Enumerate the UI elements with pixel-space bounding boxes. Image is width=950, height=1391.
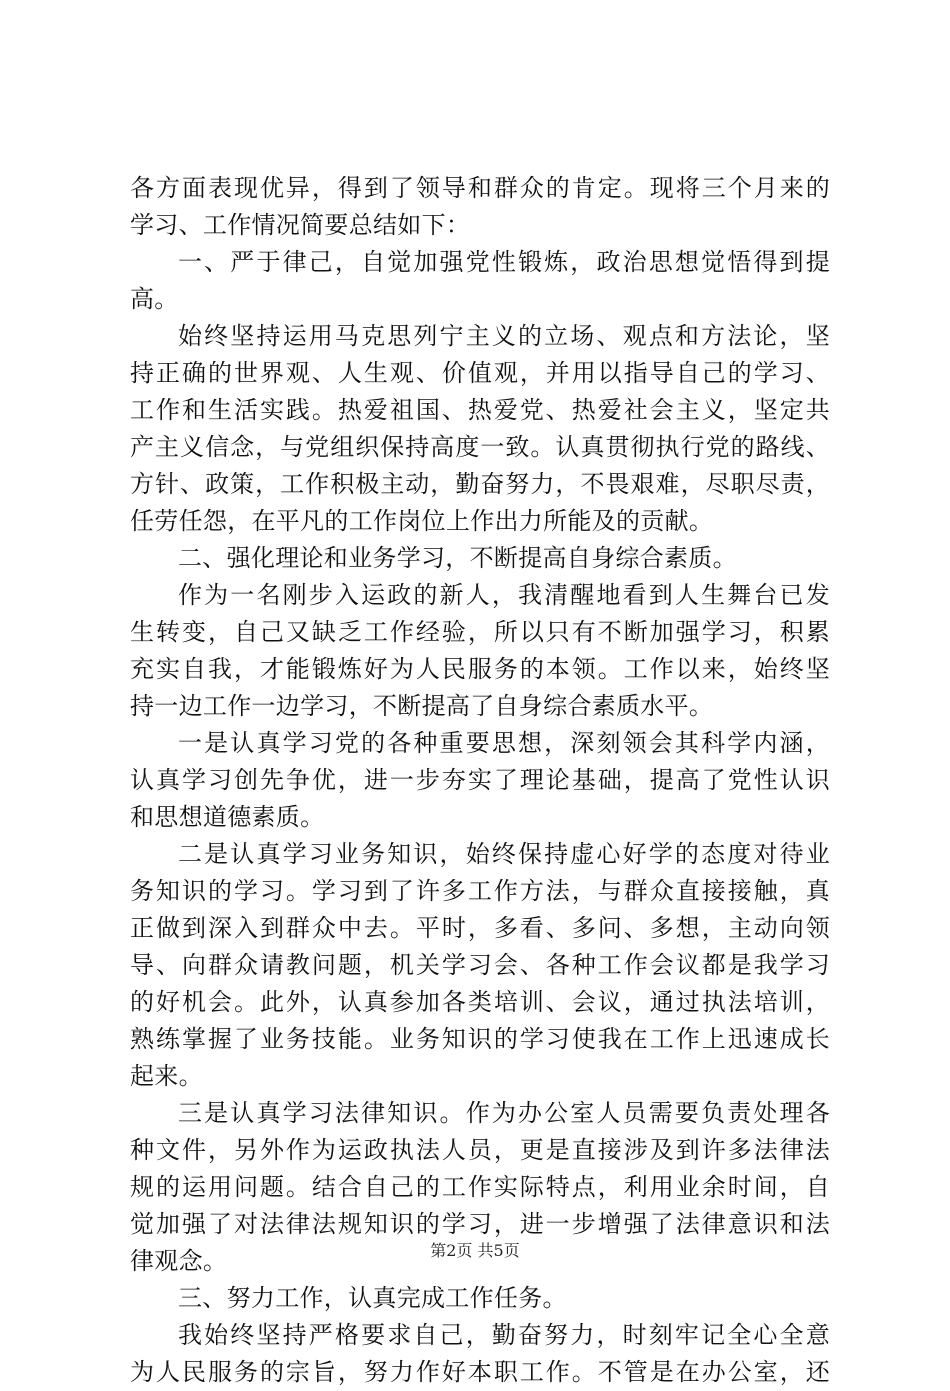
text-line: 认真学习创先争优，进一步夯实了理论基础，提高了党性认识 — [130, 766, 830, 794]
text-line: 律观念。 — [130, 1247, 228, 1275]
text-line: 三是认真学习法律知识。作为办公室人员需要负责处理各 — [178, 1099, 830, 1127]
text-line: 工作和生活实践。热爱祖国、热爱党、热爱社会主义，坚定共 — [130, 396, 830, 424]
text-line: 务知识的学习。学习到了许多工作方法，与群众直接接触，真 — [130, 877, 830, 905]
text-line: 起来。 — [130, 1062, 203, 1090]
text-line: 持正确的世界观、人生观、价值观，并用以指导自己的学习、 — [130, 359, 830, 387]
text-line: 生转变，自己又缺乏工作经验，所以只有不断加强学习，积累 — [130, 618, 830, 646]
text-line: 方针、政策，工作积极主动，勤奋努力，不畏艰难，尽职尽责， — [130, 470, 830, 498]
section-heading-continued: 高。 — [130, 285, 179, 313]
text-line: 各方面表现优异，得到了领导和群众的肯定。现将三个月来的 — [130, 174, 830, 202]
text-line: 作为一名刚步入运政的新人，我清醒地看到人生舞台已发 — [178, 581, 830, 609]
text-line: 和思想道德素质。 — [130, 803, 325, 831]
text-line: 为人民服务的宗旨，努力作好本职工作。不管是在办公室，还 — [130, 1358, 830, 1386]
text-line: 产主义信念，与党组织保持高度一致。认真贯彻执行党的路线、 — [130, 433, 830, 461]
section-heading: 三、努力工作，认真完成工作任务。 — [178, 1284, 567, 1312]
page-number-footer: 第2页 共5页 — [430, 1241, 520, 1260]
text-line: 始终坚持运用马克思列宁主义的立场、观点和方法论，坚 — [178, 322, 830, 350]
text-line: 充实自我，才能锻炼好为人民服务的本领。工作以来，始终坚 — [130, 655, 830, 683]
text-line: 规的运用问题。结合自己的工作实际特点，利用业余时间，自 — [130, 1173, 830, 1201]
section-heading: 一、严于律己，自觉加强党性锻炼，政治思想觉悟得到提 — [178, 248, 830, 276]
text-line: 任劳任怨，在平凡的工作岗位上作出力所能及的贡献。 — [130, 507, 714, 535]
text-line: 的好机会。此外，认真参加各类培训、会议，通过执法培训， — [130, 988, 830, 1016]
text-line: 种文件，另外作为运政执法人员，更是直接涉及到许多法律法 — [130, 1136, 830, 1164]
text-line: 二是认真学习业务知识，始终保持虚心好学的态度对待业 — [178, 840, 830, 868]
section-heading: 二、强化理论和业务学习，不断提高自身综合素质。 — [178, 544, 737, 572]
text-line: 正做到深入到群众中去。平时，多看、多问、多想，主动向领 — [130, 914, 830, 942]
text-line: 持一边工作一边学习，不断提高了自身综合素质水平。 — [130, 692, 714, 720]
document-body — [130, 170, 830, 1391]
text-line: 导、向群众请教问题，机关学习会、各种工作会议都是我学习 — [130, 951, 830, 979]
text-line: 一是认真学习党的各种重要思想，深刻领会其科学内涵， — [178, 729, 830, 757]
text-line: 觉加强了对法律法规知识的学习，进一步增强了法律意识和法 — [130, 1210, 830, 1238]
text-line: 学习、工作情况简要总结如下： — [130, 211, 471, 239]
text-line: 我始终坚持严格要求自己，勤奋努力，时刻牢记全心全意 — [178, 1321, 830, 1349]
text-line: 熟练掌握了业务技能。业务知识的学习使我在工作上迅速成长 — [130, 1025, 830, 1053]
